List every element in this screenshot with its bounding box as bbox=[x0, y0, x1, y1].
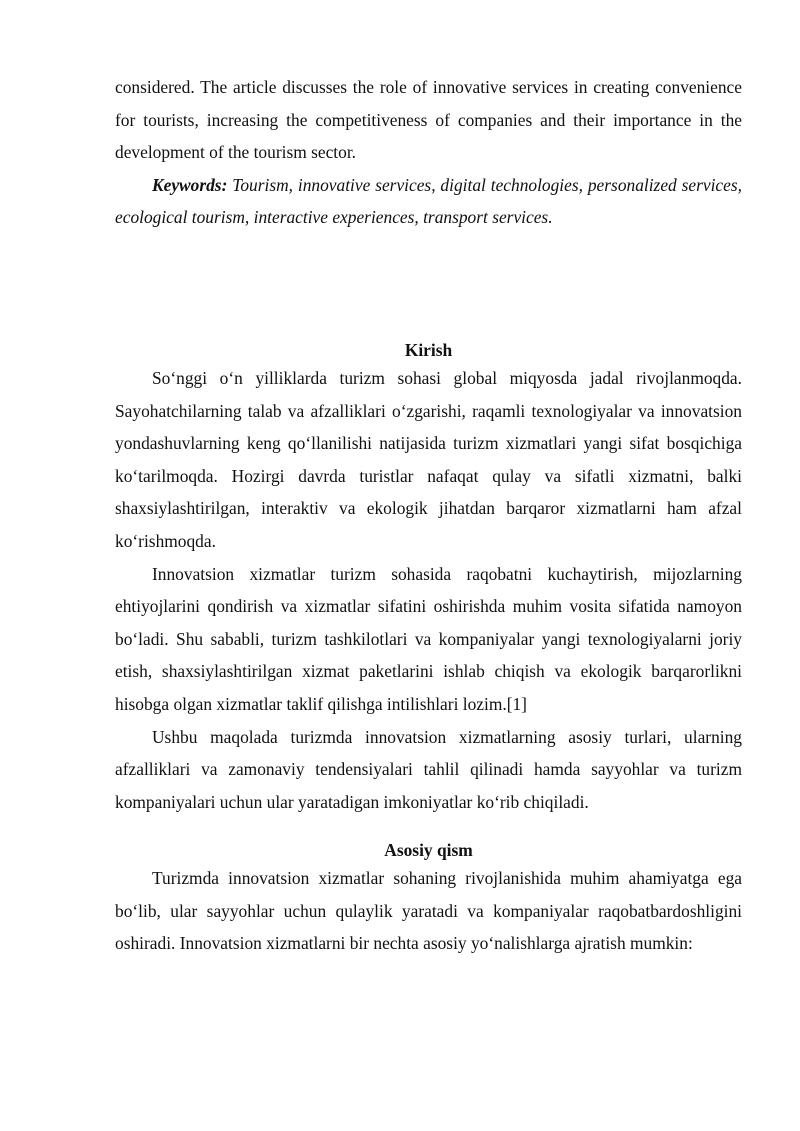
section-heading-intro: Kirish bbox=[404, 339, 453, 360]
intro-paragraph-2: Innovatsion xizmatlar turizm sohasida raqobatni kuchaytirish, mijozlarning ehtiyojlarini qondirish va xizmatlar sifatini oshirishda muhim vosita sifatida namoyon bo‘ladi. Shu sababli, turizm tashkilotlari va kompaniyalar yangi texnologiyalarni joriy etish, shaxsiylashtirilgan xizmat paketlarini ishlab chiqish va ekologik barqarorlikni hisobga olgan xizmatlar taklif qilishga intilishlari lozim.[1] bbox=[115, 563, 742, 714]
keywords-label: Keywords: bbox=[152, 174, 228, 195]
intro-paragraph-1: So‘nggi o‘n yilliklarda turizm sohasi global miqyosda jadal rivojlanmoqda. Sayohatchilarning talab va afzalliklari o‘zgarishi, raqamli texnologiyalar va innovatsion yondashuvlarning keng qo‘llanilishi natijasida turizm xizmatlari yangi sifat bosqichiga ko‘tarilmoqda. Hozirgi davrda turistlar nafaqat qulay va sifatli xizmatni, balki shaxsiylashtirilgan, interaktiv va ekologik jihatdan barqaror xizmatlarni ham afzal ko‘rishmoqda. bbox=[115, 367, 742, 551]
abstract-paragraph: considered. The article discusses the role of innovative services in creating convenience for tourists, increasing the competitiveness of companies and their importance in the development of the tourism sector. bbox=[115, 77, 742, 163]
keywords-text: Tourism, innovative services, digital technologies, personalized services, ecological tourism, interactive experiences, transport services. bbox=[115, 174, 742, 228]
keywords-paragraph bbox=[115, 169, 742, 234]
document-page bbox=[115, 71, 742, 960]
section-heading-main: Asosiy qism bbox=[384, 840, 473, 861]
intro-paragraph-3: Ushbu maqolada turizmda innovatsion xizmatlarning asosiy turlari, ularning afzalliklari va zamonaviy tendensiyalari tahlil qilinadi hamda sayyohlar va turizm kompaniyalari uchun ular yaratadigan imkoniyatlar ko‘rib chiqiladi. bbox=[115, 726, 742, 812]
main-paragraph-1: Turizmda innovatsion xizmatlar sohaning rivojlanishida muhim ahamiyatga ega bo‘lib, ular sayyohlar uchun qulaylik yaratadi va kompaniyalar raqobatbardoshligini oshiradi. Innovatsion xizmatlarni bir nechta asosiy yo‘nalishlarga ajratish mumkin: bbox=[115, 868, 742, 954]
